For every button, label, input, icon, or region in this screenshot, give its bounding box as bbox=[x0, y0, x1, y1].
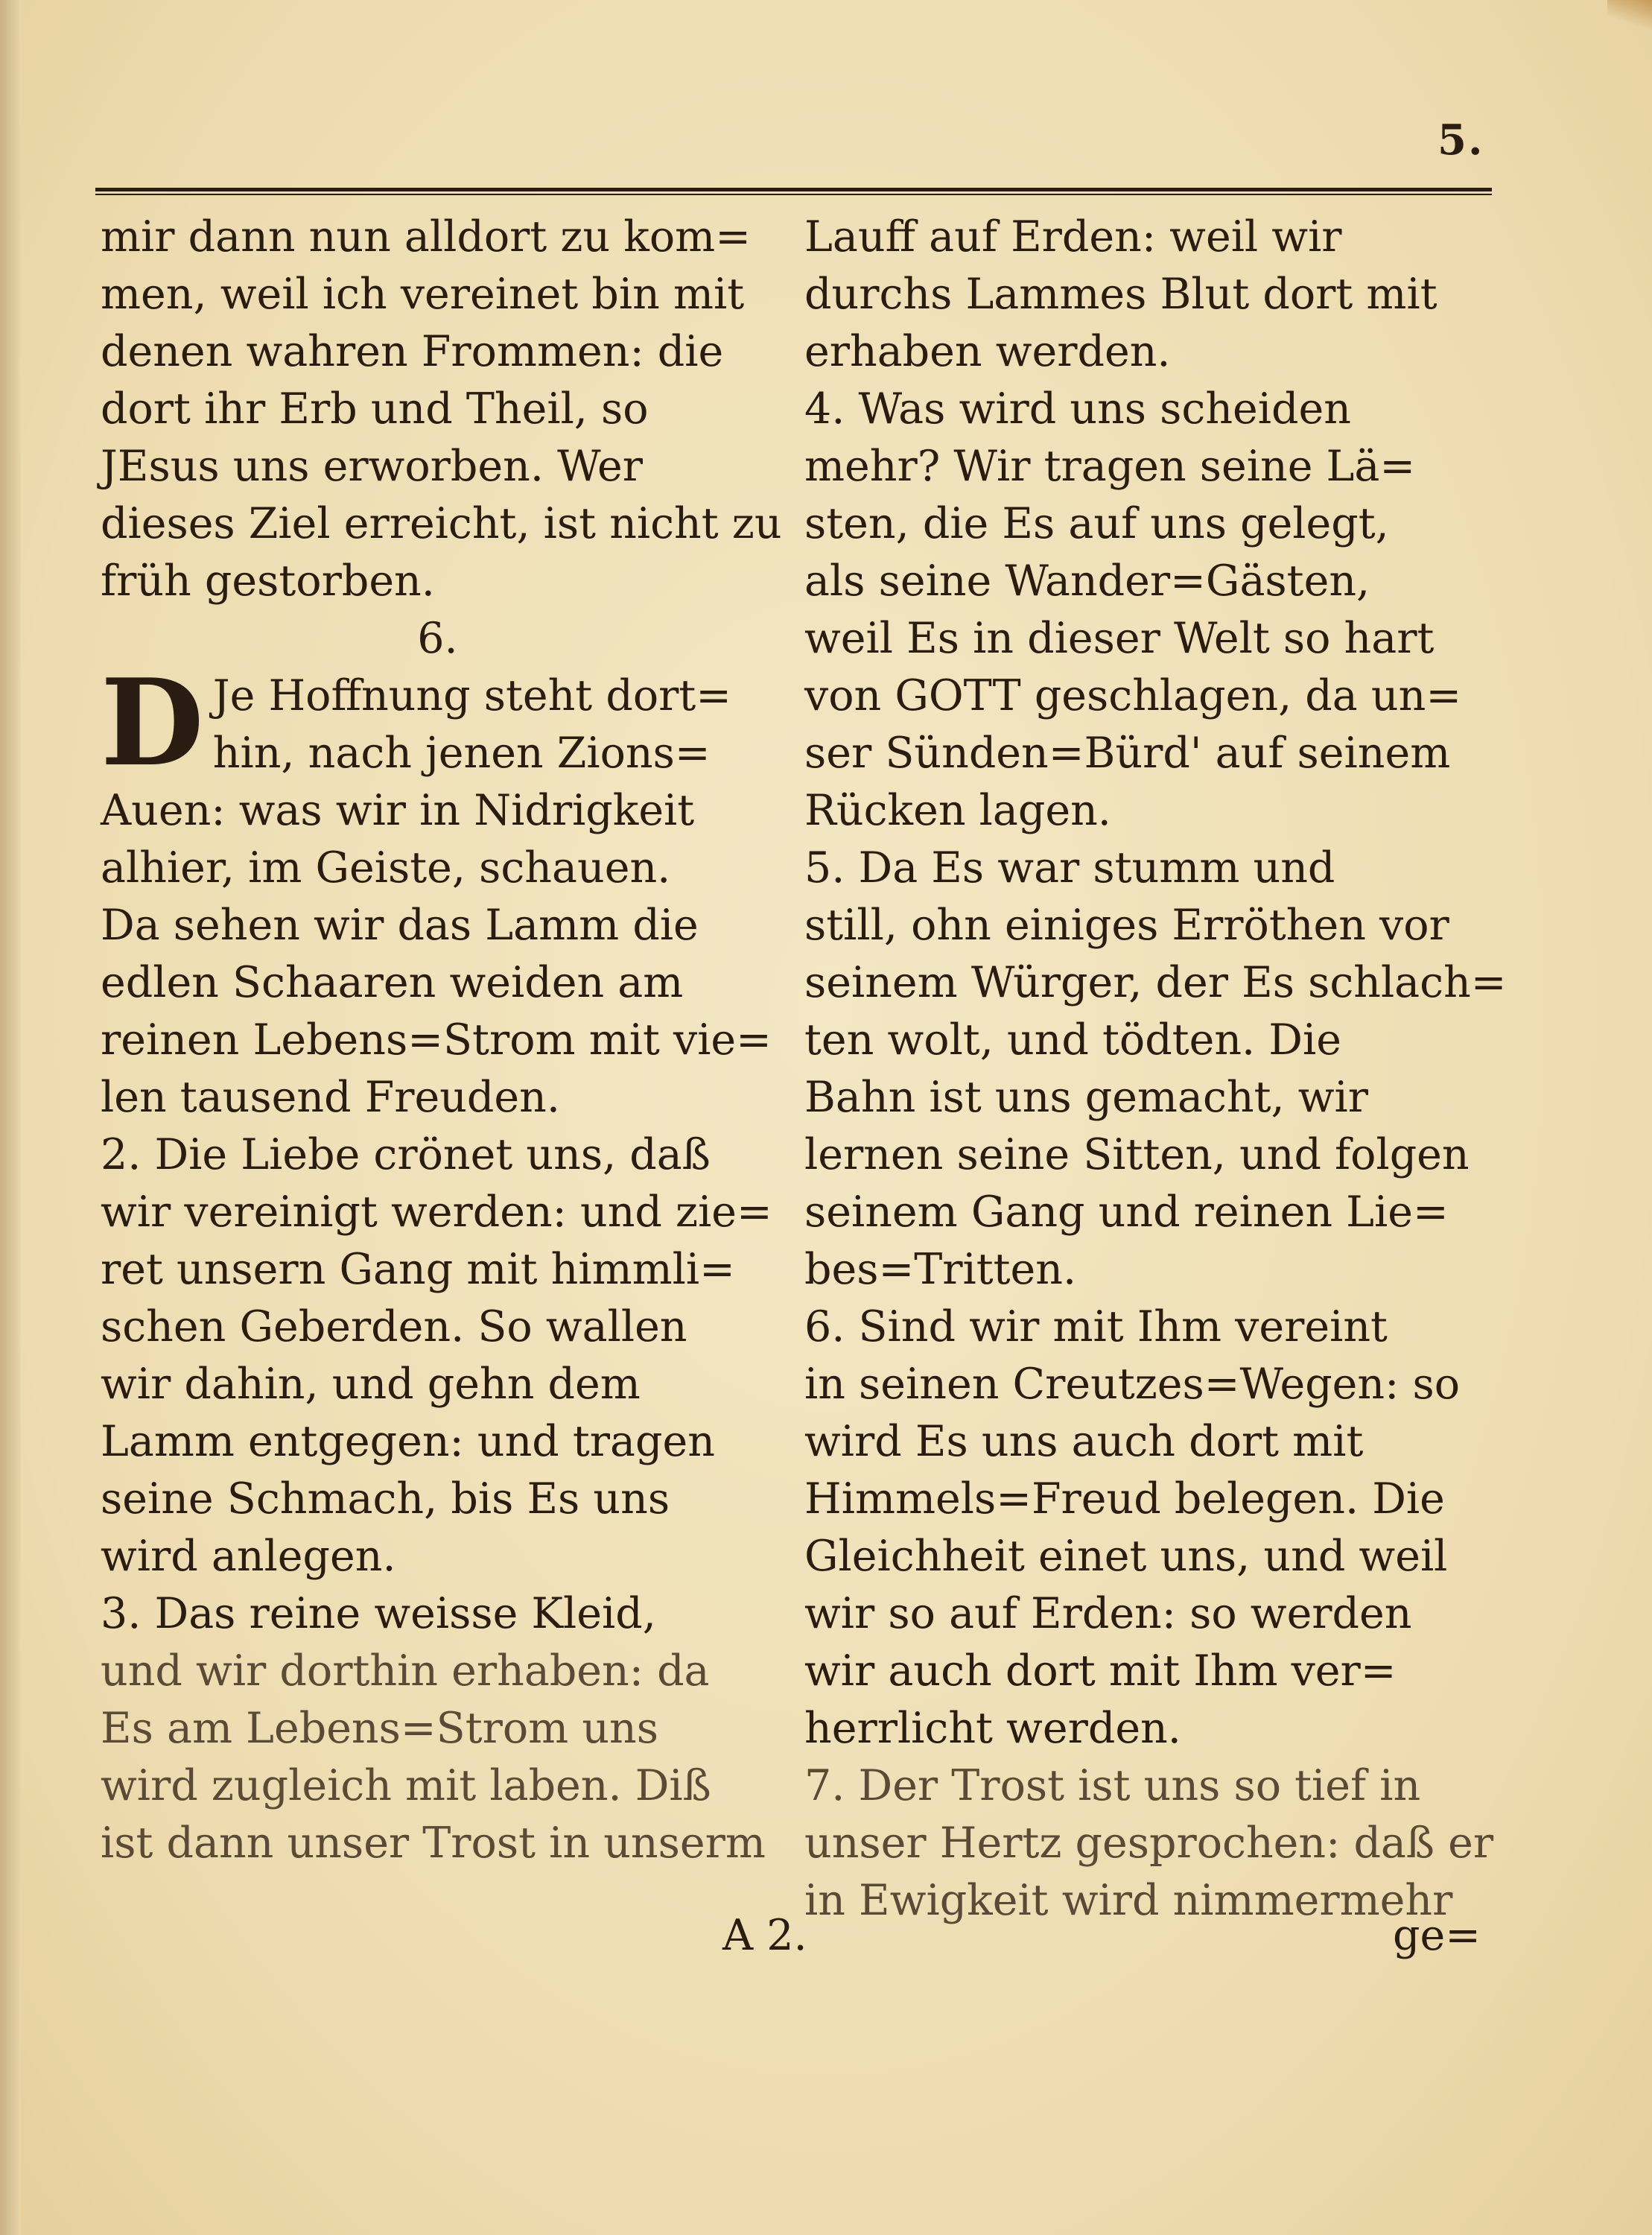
text-line: mir dann nun alldort zu kom= bbox=[101, 212, 751, 261]
header-rule bbox=[95, 188, 1492, 195]
text-line: wird zugleich mit laben. Diß bbox=[101, 1761, 711, 1810]
text-line: ist dann unser Trost in unserm bbox=[101, 1819, 766, 1868]
text-line: schen Geberden. So wallen bbox=[101, 1302, 687, 1351]
text-line: in seinen Creutzes=Wegen: so bbox=[804, 1360, 1461, 1409]
text-line: hin, nach jenen Zions= bbox=[212, 729, 711, 778]
text-line: von GOTT geschlagen, da un= bbox=[804, 671, 1462, 720]
page-number: 5. bbox=[1437, 115, 1484, 165]
text-line: Je Hoffnung steht dort= bbox=[212, 671, 732, 720]
text-line: reinen Lebens=Strom mit vie= bbox=[101, 1015, 772, 1065]
text-line: 2. Die Liebe crönet uns, daß bbox=[101, 1130, 711, 1179]
text-line: sten, die Es auf uns gelegt, bbox=[804, 499, 1389, 548]
text-line: weil Es in dieser Welt so hart bbox=[804, 614, 1435, 663]
text-line: 6. Sind wir mit Ihm vereint bbox=[804, 1302, 1388, 1351]
text-line: wir auch dort mit Ihm ver= bbox=[804, 1646, 1397, 1696]
text-line: 4. Was wird uns scheiden bbox=[804, 384, 1351, 434]
text-line: und wir dorthin erhaben: da bbox=[101, 1646, 710, 1696]
text-line: erhaben werden. bbox=[804, 327, 1171, 376]
text-line: seine Schmach, bis Es uns bbox=[101, 1474, 670, 1524]
text-line: 5. Da Es war stumm und bbox=[804, 843, 1335, 893]
text-line: dort ihr Erb und Theil, so bbox=[101, 384, 649, 434]
text-line: Himmels=Freud belegen. Die bbox=[804, 1474, 1445, 1524]
signature-mark: A 2. bbox=[722, 1911, 807, 1960]
text-line: len tausend Freuden. bbox=[101, 1073, 560, 1122]
left-column bbox=[101, 209, 782, 1872]
text-line: in Ewigkeit wird nimmermehr bbox=[804, 1876, 1453, 1925]
text-line: Bahn ist uns gemacht, wir bbox=[804, 1073, 1369, 1122]
text-line: wir dahin, und gehn dem bbox=[101, 1360, 641, 1409]
text-line: Rücken lagen. bbox=[804, 786, 1111, 835]
text-line: seinem Würger, der Es schlach= bbox=[804, 958, 1507, 1007]
text-line: seinem Gang und reinen Lie= bbox=[804, 1188, 1449, 1237]
text-line: durchs Lammes Blut dort mit bbox=[804, 270, 1437, 319]
text-line: herrlicht werden. bbox=[804, 1704, 1181, 1753]
text-line: Lauff auf Erden: weil wir bbox=[804, 212, 1342, 261]
dropcap-paragraph bbox=[101, 653, 775, 793]
text-line: Auen: was wir in Nidrigkeit bbox=[101, 786, 695, 835]
text-line: ret unsern Gang mit himmli= bbox=[101, 1245, 735, 1294]
text-line: wir so auf Erden: so werden bbox=[804, 1589, 1412, 1638]
text-line: 7. Der Trost ist uns so tief in bbox=[804, 1761, 1421, 1810]
text-line: JEsus uns erworben. Wer bbox=[101, 442, 644, 491]
text-line: früh gestorben. bbox=[101, 557, 435, 606]
text-line: lernen seine Sitten, und folgen bbox=[804, 1130, 1470, 1179]
section-number: 6. bbox=[417, 614, 458, 663]
text-line: unser Hertz gesprochen: daß er bbox=[804, 1819, 1494, 1868]
text-line: 3. Das reine weisse Kleid, bbox=[101, 1589, 656, 1638]
page-binding-edge bbox=[0, 0, 21, 2235]
text-line: Da sehen wir das Lamm die bbox=[101, 901, 699, 950]
text-line: wird anlegen. bbox=[101, 1532, 396, 1581]
text-line: men, weil ich vereinet bin mit bbox=[101, 270, 745, 319]
text-line: alhier, im Geiste, schauen. bbox=[101, 843, 671, 893]
text-line: still, ohn einiges Erröthen vor bbox=[804, 901, 1449, 950]
text-line: mehr? Wir tragen seine Lä= bbox=[804, 442, 1416, 491]
text-line: ten wolt, und tödten. Die bbox=[804, 1015, 1341, 1065]
dropcap-letter: D bbox=[101, 653, 204, 793]
text-line: dieses Ziel erreicht, ist nicht zu bbox=[101, 499, 782, 548]
text-line: bes=Tritten. bbox=[804, 1245, 1077, 1294]
text-line: ser Sünden=Bürd' auf seinem bbox=[804, 729, 1451, 778]
page-corner-stain bbox=[1607, 0, 1652, 30]
text-line: wir vereinigt werden: und zie= bbox=[101, 1188, 772, 1237]
catchword: ge= bbox=[1393, 1911, 1481, 1960]
text-line: wird Es uns auch dort mit bbox=[804, 1417, 1364, 1466]
text-line: Es am Lebens=Strom uns bbox=[101, 1704, 659, 1753]
text-line: Lamm entgegen: und tragen bbox=[101, 1417, 715, 1466]
text-line: denen wahren Frommen: die bbox=[101, 327, 724, 376]
text-line: Gleichheit einet uns, und weil bbox=[804, 1532, 1448, 1581]
right-column bbox=[804, 209, 1507, 1930]
text-line: als seine Wander=Gästen, bbox=[804, 557, 1370, 606]
text-line: edlen Schaaren weiden am bbox=[101, 958, 684, 1007]
